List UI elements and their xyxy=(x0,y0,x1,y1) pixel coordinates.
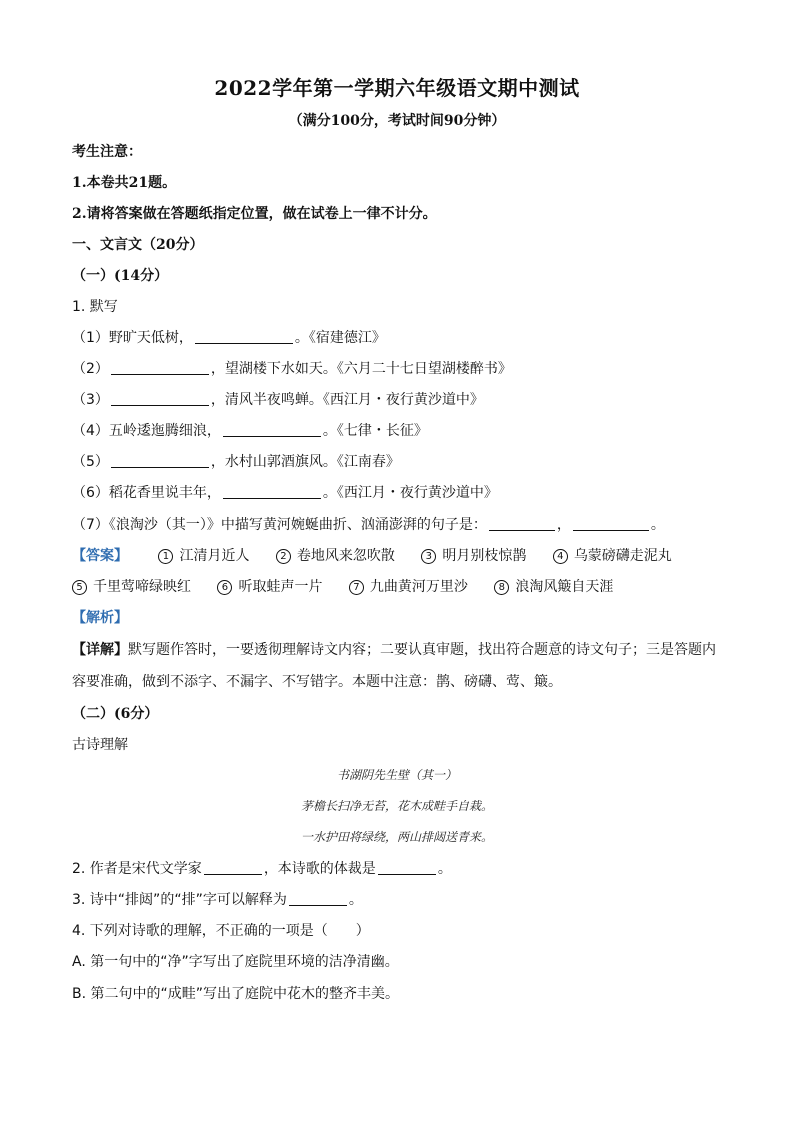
notice-item-2: 2.请将答案做在答题纸指定位置，做在试卷上一律不计分。 xyxy=(72,206,437,222)
answer-blank[interactable] xyxy=(204,860,262,875)
answer-blank[interactable] xyxy=(289,891,347,906)
answer-blank[interactable] xyxy=(111,360,209,375)
answer-blank[interactable] xyxy=(195,329,293,344)
exam-title: 2022学年第一学期六年级语文期中测试 xyxy=(214,76,580,100)
circled-number: 6 xyxy=(217,580,232,595)
answer-item: 2 卷地风来忽吹散 xyxy=(276,547,395,565)
answer-blank[interactable] xyxy=(489,516,555,531)
answer-item: 6 听取蛙声一片 xyxy=(217,578,322,596)
question-1-label: 1. 默写 xyxy=(72,299,118,315)
dictation-line-4: （4）五岭逶迤腾细浪， 。《七律・长征》 xyxy=(72,423,428,439)
part-1-heading: （一）(14分） xyxy=(72,268,169,284)
detail-line-1: 【详解】默写题作答时，一要透彻理解诗文内容；二要认真审题，找出符合题意的诗文句子；三是答题内 xyxy=(72,642,716,658)
circled-number: 7 xyxy=(349,580,364,595)
detail-line-2: 容要准确，做到不添字、不漏字、不写错字。本题中注意：鹊、磅礴、莺、簸。 xyxy=(72,674,562,690)
analysis-tag: 【解析】 xyxy=(72,610,128,626)
answer-blank[interactable] xyxy=(111,453,209,468)
poem-title: 书湖阴先生壁（其一） xyxy=(336,768,457,782)
dictation-line-3: （3） ，清风半夜鸣蝉。《西江月・夜行黄沙道中》 xyxy=(72,392,484,408)
answer-blank[interactable] xyxy=(573,516,649,531)
question-4: 4. 下列对诗歌的理解，不正确的一项是（ ） xyxy=(72,923,370,939)
notice-item-1: 1.本卷共21题。 xyxy=(72,175,177,191)
question-3: 3. 诗中“排闼”的“排”字可以解释为 。 xyxy=(72,892,363,908)
question-2: 2. 作者是宋代文学家 ，本诗歌的体裁是 。 xyxy=(72,861,452,877)
answer-item: 5 千里莺啼绿映红 xyxy=(72,578,191,596)
option-b: B. 第二句中的“成畦”写出了庭院中花木的整齐丰美。 xyxy=(72,986,400,1002)
circled-number: 4 xyxy=(553,549,568,564)
answer-row-2 xyxy=(72,578,613,596)
dictation-line-5: （5） ，水村山郭酒旗风。《江南春》 xyxy=(72,454,400,470)
circled-number: 5 xyxy=(72,580,87,595)
dictation-line-1: （1）野旷天低树， 。《宿建德江》 xyxy=(72,330,386,346)
exam-subtitle: （满分100分，考试时间90分钟） xyxy=(288,113,506,129)
part-2-label: 古诗理解 xyxy=(72,737,128,753)
dictation-line-6: （6）稻花香里说丰年， 。《西江月・夜行黄沙道中》 xyxy=(72,485,498,501)
poem-line-1: 茅檐长扫净无苔，花木成畦手自栽。 xyxy=(300,799,493,813)
answer-blank[interactable] xyxy=(111,391,209,406)
dictation-line-7: （7）《浪淘沙（其一）》中描写黄河婉蜒曲折、汹涌澎湃的句子是： ， 。 xyxy=(72,517,665,533)
part-2-heading: （二）(6分） xyxy=(72,706,159,722)
poem-line-2: 一水护田将绿绕，两山排闼送青来。 xyxy=(300,830,493,844)
circled-number: 8 xyxy=(494,580,509,595)
answer-item: 1 江清月近人 xyxy=(158,547,249,565)
detail-tag: 【详解】 xyxy=(72,642,128,658)
answer-item: 7 九曲黄河万里沙 xyxy=(349,578,468,596)
answer-tag: 【答案】 xyxy=(72,548,128,564)
answer-item: 3 明月别枝惊鹊 xyxy=(421,547,526,565)
answer-item: 8 浪淘风簸自天涯 xyxy=(494,578,613,596)
answer-blank[interactable] xyxy=(223,484,321,499)
section-heading: 一、文言文（20分） xyxy=(72,237,204,253)
option-a: A. 第一句中的“净”字写出了庭院里环境的洁净清幽。 xyxy=(72,954,399,970)
answer-blank[interactable] xyxy=(378,860,436,875)
circled-number: 1 xyxy=(158,549,173,564)
answer-row-1 xyxy=(72,547,672,565)
answer-blank[interactable] xyxy=(223,422,321,437)
circled-number: 3 xyxy=(421,549,436,564)
notice-heading: 考生注意： xyxy=(72,144,142,160)
dictation-line-2: （2） ，望湖楼下水如天。《六月二十七日望湖楼醉书》 xyxy=(72,361,512,377)
circled-number: 2 xyxy=(276,549,291,564)
answer-item: 4 乌蒙磅礴走泥丸 xyxy=(553,547,672,565)
